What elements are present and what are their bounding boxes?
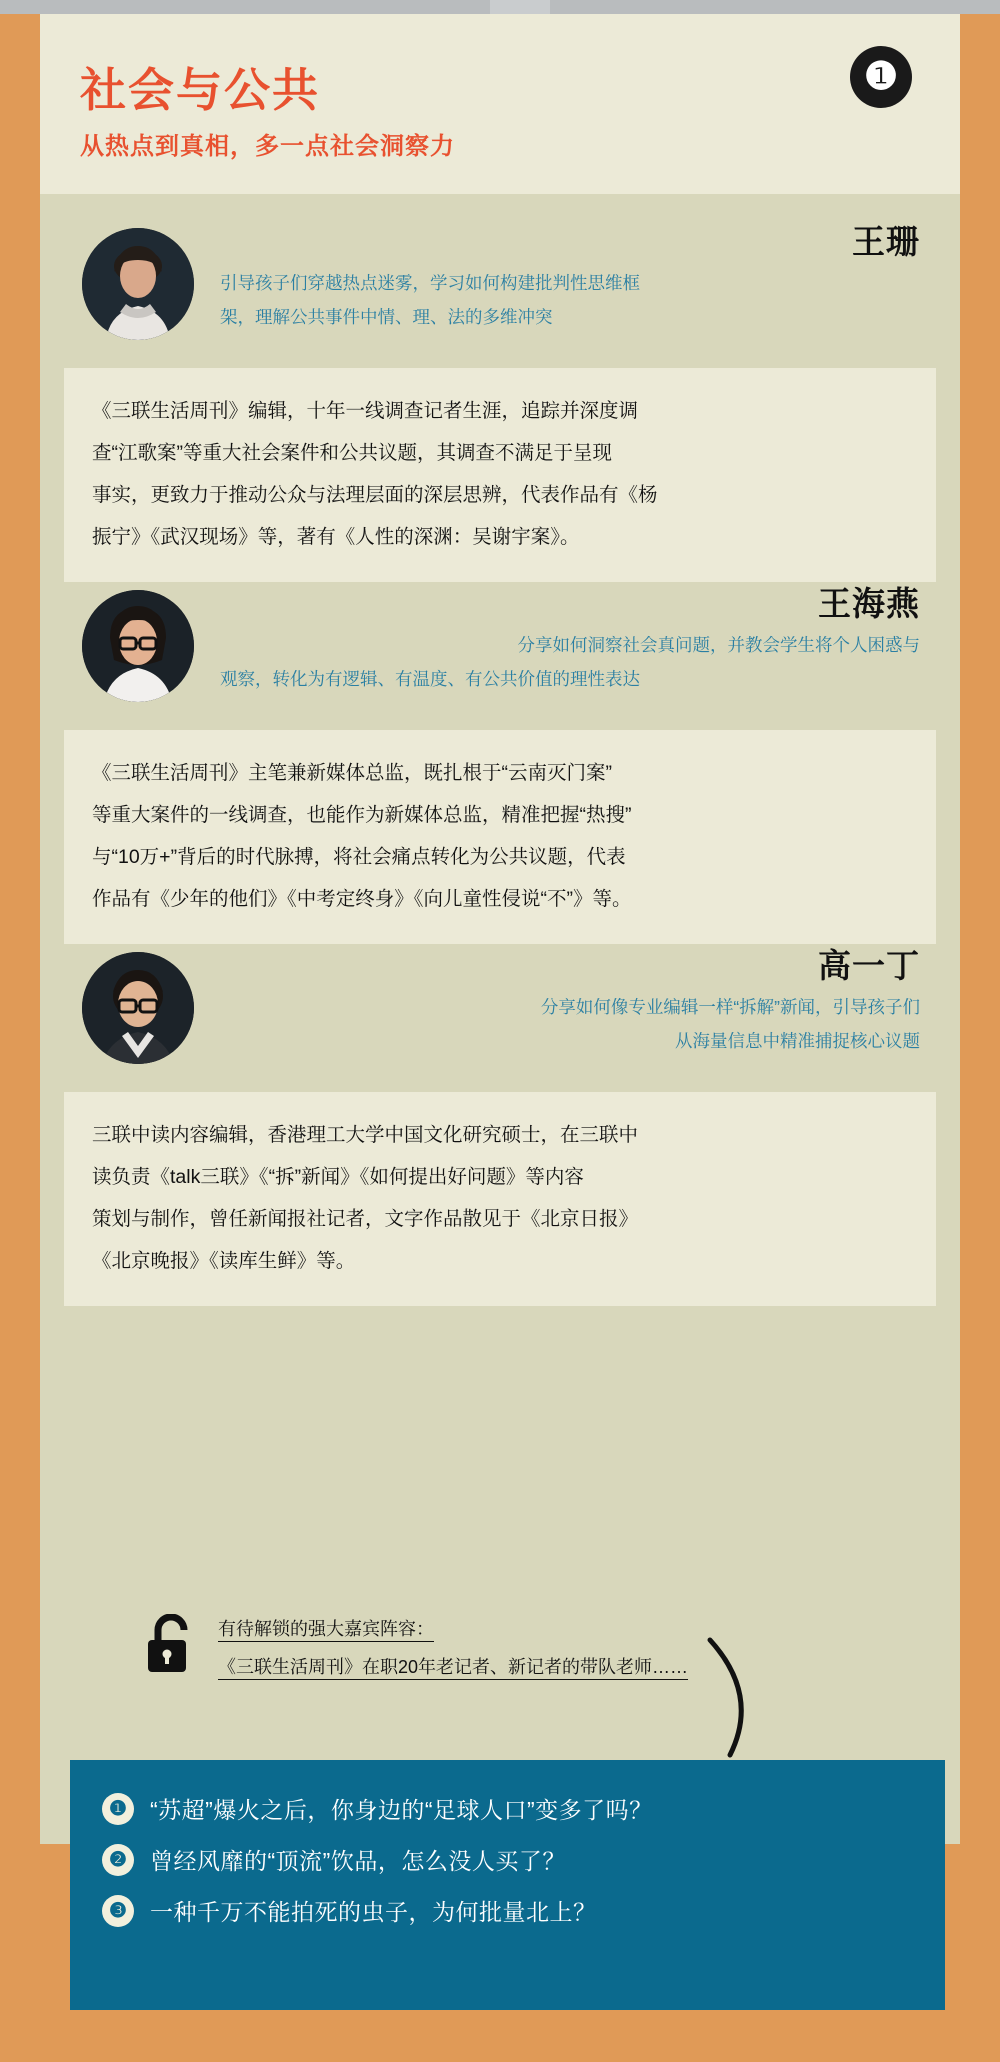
speaker-bio-line: 《三联生活周刊》编辑，十年一线调查记者生涯，追踪并深度调 — [92, 400, 639, 422]
locked-guests-line: 《三联生活周刊》在职20年老记者、新记者的带队老师…… — [218, 1657, 689, 1677]
speaker-tagline-line: 分享如何洞察社会真问题，并教会学生将个人困惑与 — [517, 635, 920, 655]
question-text: 一种千万不能拍死的虫子，为何批量北上？ — [150, 1899, 597, 1925]
question-row — [102, 1792, 915, 1825]
question-number: ❶ — [102, 1793, 134, 1825]
speaker-bio-line: 与“10万+”背后的时代脉搏，将社会痛点转化为公共议题，代表 — [92, 846, 626, 868]
question-row — [102, 1843, 915, 1876]
top-strip — [0, 0, 1000, 14]
avatar-wang-haiyan — [82, 590, 194, 702]
speaker-bio-line: 三联中读内容编辑，香港理工大学中国文化研究硕士，在三联中 — [92, 1124, 639, 1146]
speaker-bio-line: 《北京晚报》《读库生鲜》等。 — [92, 1250, 356, 1272]
decorative-curve — [700, 1630, 780, 1750]
speaker-tagline-line: 架，理解公共事件中情、理、法的多维冲突 — [220, 307, 553, 327]
speaker-tagline-line: 引导孩子们穿越热点迷雾，学习如何构建批判性思维框 — [220, 273, 640, 293]
speaker-card-2 — [40, 570, 960, 930]
question-row — [102, 1894, 915, 1927]
speaker-bio-line: 查“江歌案”等重大社会案件和公共议题，其调查不满足于呈现 — [92, 442, 612, 464]
speaker-bio-line: 等重大案件的一线调查，也能作为新媒体总监，精准把握“热搜” — [92, 804, 632, 826]
speaker-name-1: 王珊 — [852, 223, 920, 260]
speaker-tagline-line: 分享如何像专业编辑一样“拆解”新闻，引导孩子们 — [540, 997, 920, 1017]
speaker-bio-line: 读负责《talk三联》《“拆”新闻》《如何提出好问题》等内容 — [92, 1166, 584, 1188]
speaker-bio-line: 振宁》《武汉现场》等，著有《人性的深渊：吴谢宇案》。 — [92, 526, 580, 548]
speaker-tagline-2 — [220, 628, 920, 696]
speaker-tagline-3 — [220, 990, 920, 1058]
locked-guests-line: 有待解锁的强大嘉宾阵容： — [218, 1619, 434, 1639]
speaker-tagline-line: 从海量信息中精准捕捉核心议题 — [675, 1031, 920, 1051]
speaker-tagline-1 — [220, 266, 920, 334]
speaker-bio-3 — [64, 1092, 936, 1306]
header-block — [40, 14, 960, 194]
avatar-wang-shan — [82, 228, 194, 340]
avatar-gao-yiding — [82, 952, 194, 1064]
speaker-bio-line: 作品有《少年的他们》《中考定终身》《向儿童性侵说“不”》等。 — [92, 888, 632, 910]
question-text: 曾经风靡的“顶流”饮品，怎么没人买了？ — [150, 1848, 566, 1874]
speaker-bio-1 — [64, 368, 936, 582]
speaker-bio-line: 《三联生活周刊》主笔兼新媒体总监，既扎根于“云南灭门案” — [92, 762, 612, 784]
page-title: 社会与公共 — [80, 64, 320, 116]
speaker-bio-line: 事实，更致力于推动公众与法理层面的深层思辨，代表作品有《杨 — [92, 484, 658, 506]
question-text: “苏超”爆火之后，你身边的“足球人口”变多了吗？ — [150, 1797, 653, 1823]
top-strip-notch — [490, 0, 550, 14]
speaker-card-1 — [40, 208, 960, 568]
locked-guests-text — [218, 1610, 688, 1686]
locked-guests-section — [40, 1600, 960, 1750]
speaker-name-2: 王海燕 — [818, 585, 920, 622]
questions-box — [70, 1760, 945, 2010]
page-subtitle: 从热点到真相，多一点社会洞察力 — [80, 133, 455, 160]
section-number-badge: ❶ — [850, 46, 912, 108]
speaker-tagline-line: 观察，转化为有逻辑、有温度、有公共价值的理性表达 — [220, 669, 640, 689]
speaker-bio-line: 策划与制作，曾任新闻报社记者，文字作品散见于《北京日报》 — [92, 1208, 639, 1230]
question-number: ❸ — [102, 1895, 134, 1927]
speaker-name-3: 高一丁 — [818, 947, 920, 984]
speaker-bio-2 — [64, 730, 936, 944]
question-number: ❷ — [102, 1844, 134, 1876]
speaker-card-3 — [40, 932, 960, 1292]
lock-icon — [144, 1614, 198, 1676]
